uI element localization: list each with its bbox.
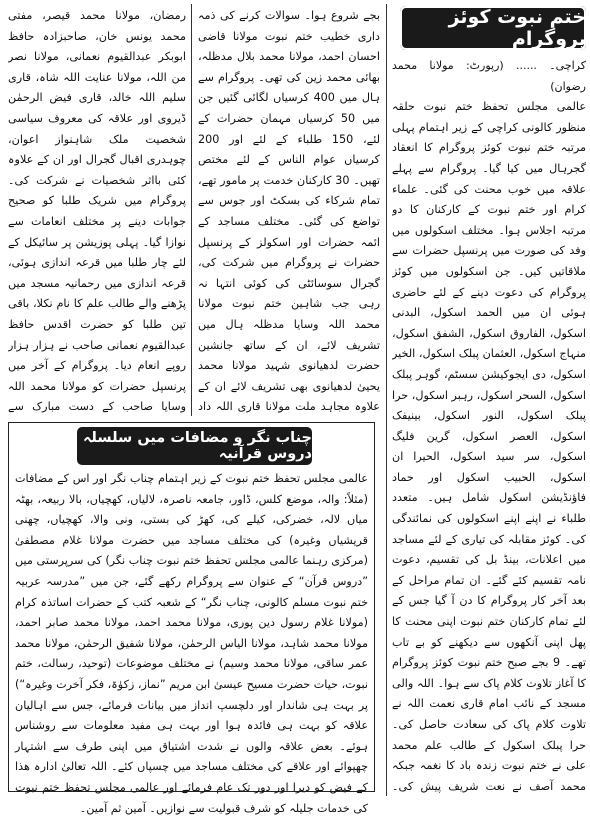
article-column-right (392, 56, 586, 796)
boxed-article (8, 422, 375, 815)
article-column-left (8, 6, 186, 416)
column-left-text: رمضان، مولانا محمد قیصر، مفتی محمد یونس خان، صاحبزادہ حافظ ابوبکر عبدالقیوم نعمانی، مولانا نصر من اللہ، مولانا عنایت اللہ شاہ، قاری سلیم اللہ خالد، قاری فیض الرحمٰن ڈیروی اور علاقہ کی معروف سیاسی شخصیت ملک شاہنواز اعوان، چوہدری اقبال گجرال اور ان کے علاوہ کئی بااثر شخصیات نے شرکت کی۔ پروگرام میں شریک طلبا کو صحیح جوابات دینے پر مختلف انعامات سے نوازا گیا۔ پہلی پوزیشن پر سائیکل کے لئے چار طلبا میں قرعہ اندازی ہوئی، قرعہ اندازی میں رحمانیہ مسجد میں پڑھنے والے طالب علم کا نام نکلا، باقی تین طلبا کو حضرت اقدس حافظ عبدالقیوم نعمانی صاحب نے ہزار ہزار روپے انعام دیا۔ پروگرام کے آخر میں پرنسپل حضرات کو مولانا محمد اللہ وسایا صاحب کے دست مبارک سے (8, 9, 186, 414)
column-divider-left (191, 4, 192, 416)
report-credit: کراچی۔ ...... (رپورٹ: مولانا محمد رضوان) (392, 59, 586, 93)
column-right-text: عالمی مجلس تحفظ ختم نبوت حلقہ منظور کالونی کراچی کے زیر اہتمام پہلی مرتبہ ختم نبوت کوئز پروگرام کا انعقاد گجرہال میں کیا گیا۔ پروگرام سے پہلے علاقہ میں خوب محنت کی گئی۔ علماء کرام اور ختم نبوت کے کارکنان کا دو مرتبہ اجلاس ہوا۔ مختلف اسکولوں میں وفد کی صورت میں پرنسپل حضرات سے ملاقاتیں کیں۔ جن اسکولوں میں کوئز پروگرام کی دعوت دینے کے لئے حاضری ہوئی ان میں الحمد اسکول، البدنی اسکول، الفاروق اسکول، الشفق اسکول، منہاج اسکول، العثمان پبلک اسکول، الخیر اسکول، دی ایجوکیشن سسٹم، گوہر پبلک اسکول، السحر اسکول، رہبر اسکول، حرا پبلک اسکول، النور اسکول، بینیفک اسکول، العصر اسکول، گرین فلیگ اسکول، سر سید اسکول، الحیرا ان اسکول، الحبیب اسکول اور حماد فاؤنڈیشن اسکول شامل ہیں۔ متعدد طلباء نے اپنے اپنے اسکولوں کی نمائندگی کی۔ کوئز مقابلہ کی تیاری کے لئے مساجد میں اعلانات، بینڈ بل کی تقسیم، دعوت نامہ تقسیم کئے گئے۔ ان تمام مراحل کے بعد آخر کار پروگرام کا دن آ گیا جس کے لئے تمام کارکنان ختم نبوت اپنی محنت کا پھل اپنی آنکھوں سے دیکھنے کو بے تاب تھے۔ 9 بجے صبح ختم نبوت کوئز پروگرام کا آغاز تلاوت کلام پاک سے ہوا۔ اللہ والی مسجد کے نائب امام قاری نعمت اللہ نے تلاوت کلام پاک کی سعادت حاصل کی۔ حرا پبلک اسکول کے طالب علم محمد علی نے ختم نبوت زندہ باد کا نغمہ جبکہ محمد آصف نے نعت شریف پیش کی۔ (392, 100, 586, 793)
column-middle-text: بجے شروع ہوا۔ سوالات کرنے کی ذمہ داری خطیب ختم نبوت مولانا قاضی احسان احمد، مولانا محمد بلال مدظلہ، بھائی محمد زین کی تھی۔ پروگرام سے ہال میں 400 کرسیاں لگائی گئیں جن میں 50 کرسیاں مہمان حضرات کے لئے، 150 طلباء کے لئے اور 200 کرسیاں عوام الناس کے لئے مختص تھیں۔ 30 کارکنان خدمت پر مامور تھے، تمام شرکاء کی بسکٹ اور جوس سے تواضع کی گئی۔ مختلف مساجد کے ائمہ حضرات اور اسکولز کے پرنسپل حضرات نے پروگرام میں شرکت کی، گجرال سوسائٹی کی کوئی انتہا نہ رہی جب شاہین ختم نبوت مولانا محمد اللہ وسایا مدظلہ ہال میں تشریف لائے، ان کے ساتھ جانشین حضرت لدھیانوی شہید مولانا محمد یحییٰ لدھیانوی بھی تشریف لائے ان کے علاوہ مجاہد ملت مولانا قاری اللہ داد (198, 9, 380, 414)
boxed-headline-text: چناب نگر و مضافات میں سلسلہ دروس قرآنیہ (82, 430, 312, 462)
boxed-article-headline (77, 427, 312, 465)
column-divider-right (386, 4, 387, 796)
headline-text: ختم نبوت کوئز پروگرام (448, 6, 586, 50)
boxed-article-body (15, 469, 368, 819)
article-column-middle (198, 6, 380, 416)
article-headline (400, 6, 586, 50)
boxed-article-text: عالمی مجلس تحفظ ختم نبوت کے زیر اہتمام چناب نگر اور اس کے مضافات (مثلاً: والہ، موضع کلس، ڈاور، جامعہ ناصرہ، لالیاں، کھچیاں، بالا ربیعہ، بھٹہ میاں لالہ، خضرکی، کیلے کی، کھڑ کی بستی، ونی والا، کھچیاں، چھنی قریشیاں وغیرہ) کی مختلف مساجد میں حضرت مولانا غلام مصطفیٰ (مرکزی رہنما عالمی مجلس تحفظ ختم نبوت چناب نگر) کی سرپرستی میں ”دروس قرآن“ کے عنوان سے پروگرام رکھے گئے، جن میں ”مدرسہ عربیہ ختم نبوت مسلم کالونی، چناب نگر“ کے شعبہ کتب کے حضرات اساتذہ کرام (مولانا غلام رسول دین پوری، مولانا محمد احمد، مولانا محمد صابر احمد، مولانا محمد شاہد، مولانا الیاس الرحمٰن، مولانا شفیق الرحمٰن، مولانا محمد عمر ساقی، مولانا محمد وسیم) نے مختلف موضوعات (توحید، رسالت، ختم نبوت، حیات حضرت مسیح عیسیٰ ابن مریم ”نماز، زکوٰۃ، فکر آخرت وغیرہ“) پر بہت ہی شاندار اور دلچسپ انداز میں بیانات فرمائے، جس سے اہالیان علاقہ کو بہت ہی فائدہ ہوا اور بہت ہی مفید معلومات سے روشناس ہوئے۔ بعض علاقہ والوں نے شدت اشتیاق میں اپنی طرف سے اشتہار چھپوائے اور علاقے کی مختلف مساجد میں چسپاں کئے۔ اللہ تعالیٰ ادارہ ھذا کے فیض کو دیرا اور دور تک عام فرمائے اور عالمی مجلس تحفظ ختم نبوت کی خدمات جلیلہ کو شرف قبولیت سے نوازیں۔ آمین ثم آمین۔ (15, 472, 368, 815)
